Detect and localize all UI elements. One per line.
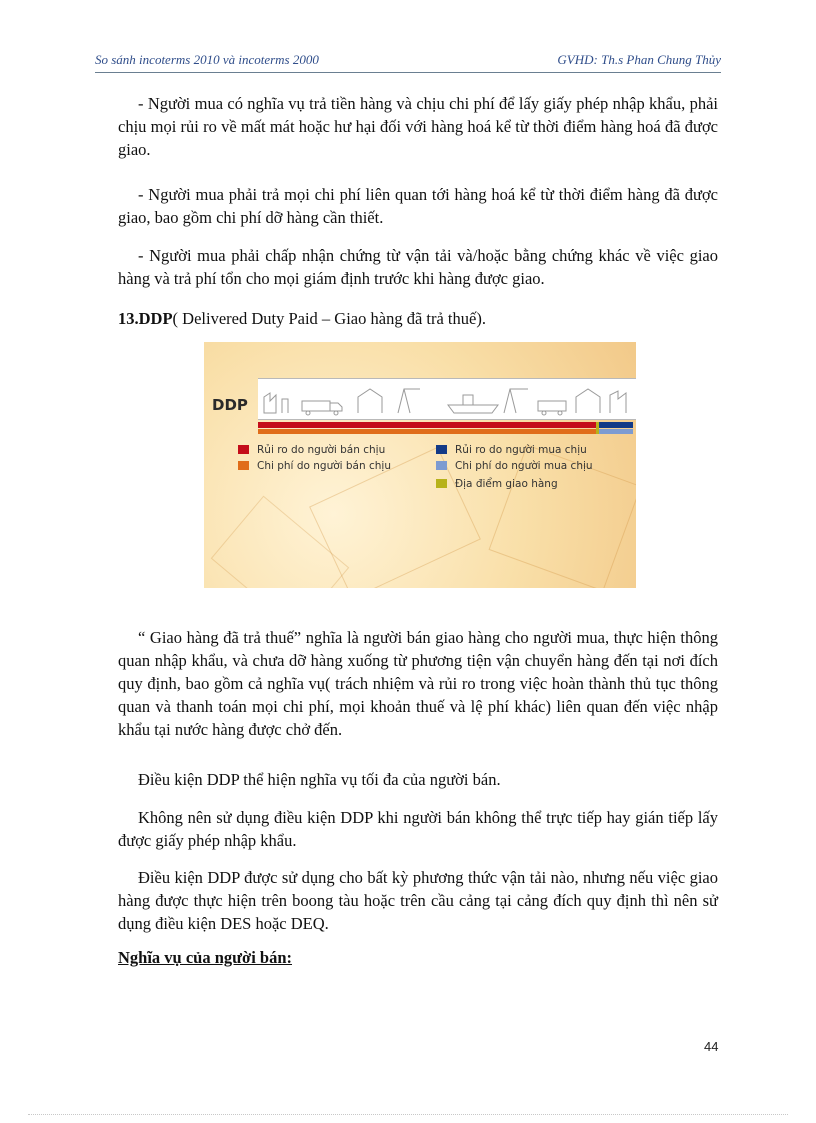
paragraph: Điều kiện DDP được sử dụng cho bất kỳ phương thức vận tải nào, nhưng nếu việc giao hàng được thực hiện trên boong tàu hoặc trên cầu cảng tại cảng đích quy định thì nên sử dụng điều kiện DES hoặc DEQ.: [118, 868, 718, 933]
page-header: [95, 50, 721, 73]
buyer-cost-bar: [599, 429, 633, 434]
footer-divider: [28, 1114, 788, 1115]
buyer-risk-bar: [599, 422, 633, 428]
legend-label: Chi phí do người mua chịu: [455, 460, 593, 472]
seller-risk-bar: [258, 422, 596, 428]
legend-item: [238, 444, 385, 456]
legend-label: Rủi ro do người mua chịu: [455, 444, 587, 456]
legend-swatch: [436, 461, 447, 470]
seller-cost-bar: [258, 429, 596, 434]
paragraph: - Người mua có nghĩa vụ trả tiền hàng và chịu chi phí để lấy giấy phép nhập khẩu, phải chịu mọi rủi ro về mất mát hoặc hư hại đối với hàng hoá kể từ thời điểm hàng hoá đã được giao.: [118, 94, 718, 159]
legend-label: Địa điểm giao hàng: [455, 478, 558, 490]
legend-item: [436, 478, 558, 490]
legend-swatch: [238, 445, 249, 454]
ddp-figure: [204, 342, 636, 588]
paragraph: - Người mua phải trả mọi chi phí liên quan tới hàng hoá kể từ thời điểm hàng đã được giao, bao gồm chi phí dỡ hàng cần thiết.: [118, 185, 718, 227]
legend-swatch: [238, 461, 249, 470]
legend-label: Chi phí do người bán chịu: [257, 460, 391, 472]
legend-item: [436, 460, 593, 472]
paragraph: Điều kiện DDP thể hiện nghĩa vụ tối đa của người bán.: [138, 770, 501, 789]
transport-illustration: [258, 379, 636, 419]
header-title: So sánh incoterms 2010 và incoterms 2000: [95, 52, 319, 67]
legend-label: Rủi ro do người bán chịu: [257, 444, 386, 456]
section-number: 13.DDP: [118, 309, 173, 328]
subheading: Nghĩa vụ của người bán:: [118, 948, 292, 967]
transport-scene: [258, 378, 636, 420]
section-title: [118, 309, 486, 329]
paragraph: - Người mua phải chấp nhận chứng từ vận tải và/hoặc bằng chứng khác về việc giao hàng và trả phí tổn cho mọi giám định trước khi hàng được giao.: [118, 246, 718, 288]
legend-item: [436, 444, 587, 456]
header-instructor: GVHD: Th.s Phan Chung Thủy: [557, 52, 721, 67]
legend-swatch: [436, 479, 447, 488]
page-number: 44: [704, 1039, 719, 1054]
figure-label: DDP: [212, 396, 248, 414]
paragraph: “ Giao hàng đã trả thuế” nghĩa là người bán giao hàng cho người mua, thực hiện thông quan nhập khẩu, và chưa dỡ hàng xuống từ phương tiện vận chuyển hàng đến tại nơi đích quy định, bao gồm cả nghĩa vụ( trách nhiệm và rủi ro trong việc hoàn thành thủ tục thông quan và thanh toán mọi chi phí, mọi khoản thuế và lệ phí khác) liên quan đến việc nhập khẩu tại nước hàng được chở đến.: [118, 628, 718, 739]
section-title-text: ( Delivered Duty Paid – Giao hàng đã trả thuế).: [172, 309, 486, 328]
legend-item: [238, 460, 391, 472]
legend-swatch: [436, 445, 447, 454]
paragraph: Không nên sử dụng điều kiện DDP khi người bán không thể trực tiếp hay gián tiếp lấy được giấy phép nhập khẩu.: [118, 808, 718, 850]
